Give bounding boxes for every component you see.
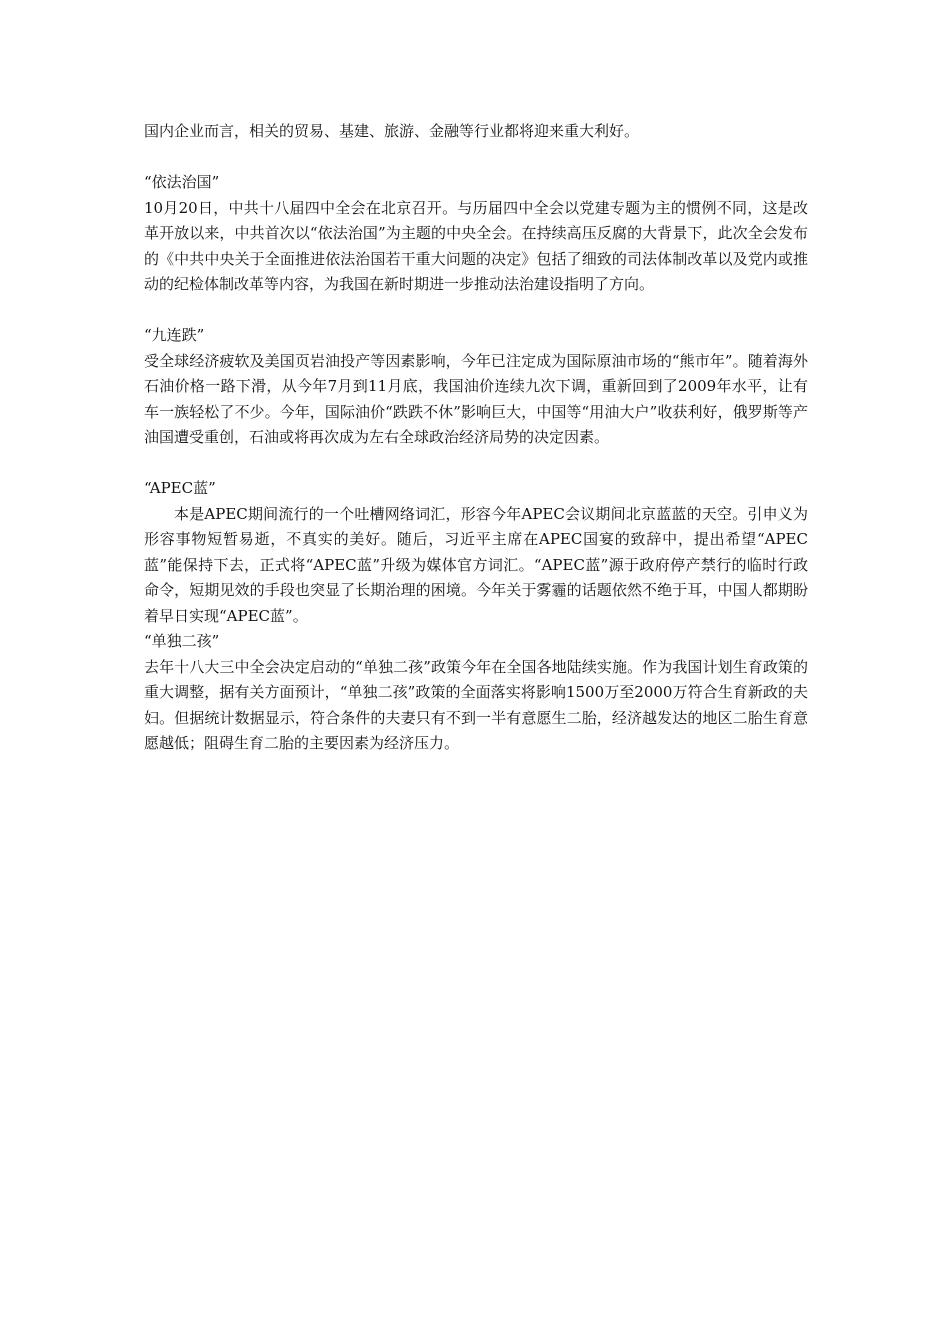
- section-body-rule-of-law: 10月20日，中共十八届四中全会在北京召开。与历届四中全会以党建专题为主的惯例不同，这是改革开放以来，中共首次以“依法治国”为主题的中央全会。在持续高压反腐的大背景下，此次全会发布的《中共中央关于全面推进依法治国若干重大问题的决定》包括了细致的司法体制改革以及党内或推动的纪检体制改革等内容，为我国在新时期进一步推动法治建设指明了方向。: [144, 198, 808, 293]
- section-title-nine-drops: “九连跌”: [144, 326, 205, 344]
- section-title-apec-blue: “APEC蓝”: [144, 479, 216, 497]
- intro-paragraph: 国内企业而言，相关的贸易、基建、旅游、金融等行业都将迎来重大利好。: [144, 122, 640, 140]
- document-body: [144, 119, 808, 757]
- section-body-second-child: 去年十八大三中全会决定启动的“单独二孩”政策今年在全国各地陆续实施。作为我国计划生育政策的重大调整，据有关方面预计，“单独二孩”政策的全面落实将影响1500万至2000万符合生育新政的夫妇。但据统计数据显示，符合条件的夫妻只有不到一半有意愿生二胎，经济越发达的地区二胎生育意愿越低；阻碍生育二胎的主要因素为经济压力。: [144, 657, 808, 752]
- paragraph-gap: [144, 298, 808, 324]
- section-body-nine-drops: 受全球经济疲软及美国页岩油投产等因素影响，今年已注定成为国际原油市场的“熊市年”。随着海外石油价格一路下滑，从今年7月到11月底，我国油价连续九次下调，重新回到了2009年水平，让有车一族轻松了不少。今年，国际油价“跌跌不休”影响巨大，中国等“用油大户”收获利好，俄罗斯等产油国遭受重创，石油或将再次成为左右全球政治经济局势的决定因素。: [144, 351, 808, 446]
- paragraph-gap: [144, 145, 808, 171]
- paragraph-gap: [144, 451, 808, 477]
- section-title-rule-of-law: “依法治国”: [144, 173, 220, 191]
- section-body-apec-blue: 本是APEC期间流行的一个吐槽网络词汇，形容今年APEC会议期间北京蓝蓝的天空。引申义为形容事物短暂易逝，不真实的美好。随后，习近平主席在APEC国宴的致辞中，提出希望“APEC蓝”能保持下去，正式将“APEC蓝”升级为媒体官方词汇。“APEC蓝”源于政府停产禁行的临时行政命令，短期见效的手段也突显了长期治理的困境。今年关于雾霾的话题依然不绝于耳，中国人都期盼着早日实现“APEC蓝”。: [144, 504, 808, 625]
- section-title-second-child: “单独二孩”: [144, 632, 220, 650]
